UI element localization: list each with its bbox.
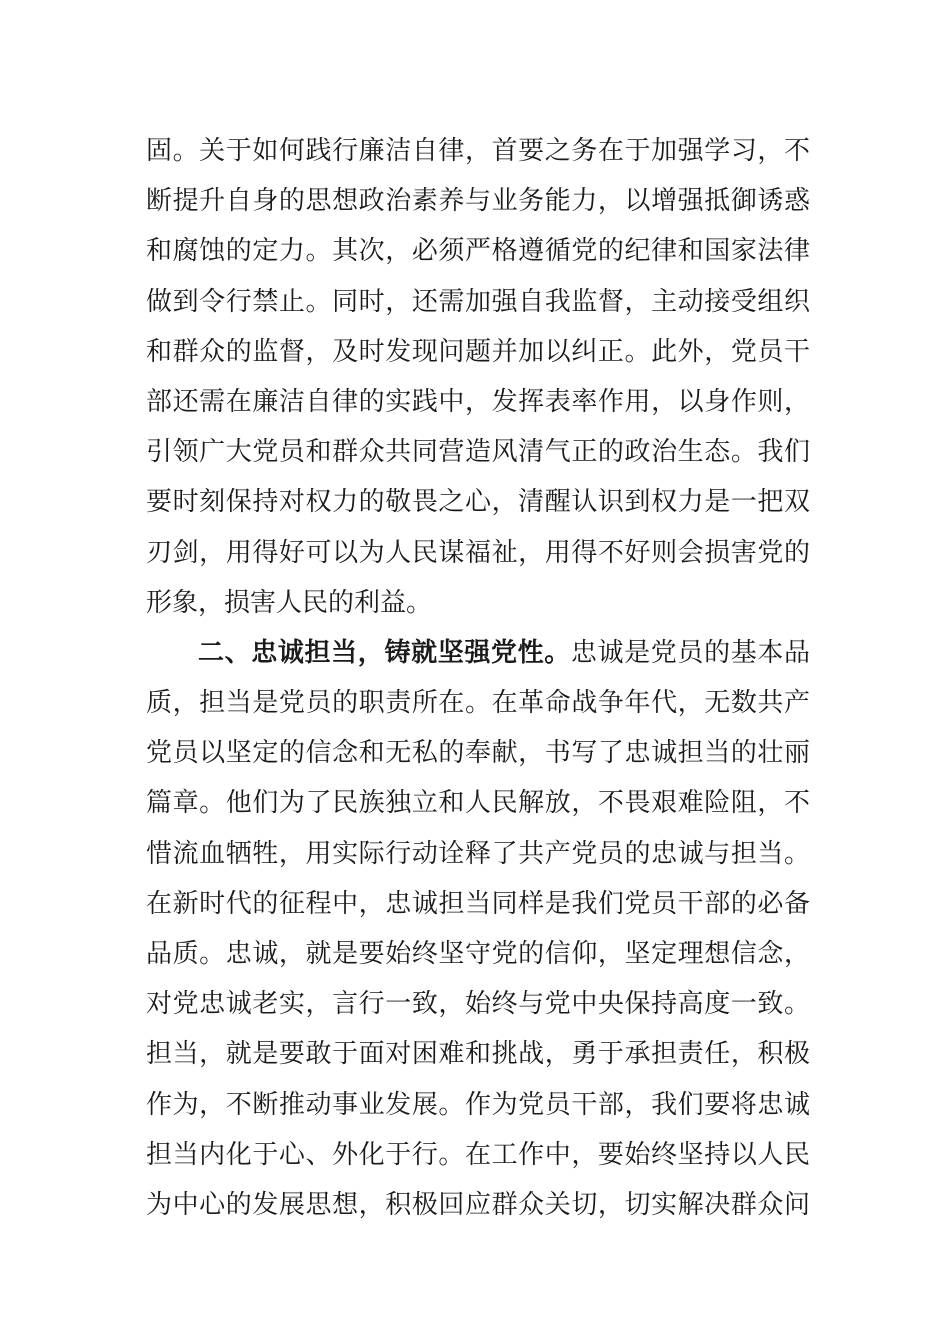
text-line: 形象，损害人民的利益。	[146, 587, 433, 618]
text-line: 担当内化于心、外化于行。在工作中，要始终坚持以人民	[146, 1139, 810, 1170]
text-line: 引领广大党员和群众共同营造风清气正的政治生态。我们	[146, 437, 810, 468]
text-line: 固。关于如何践行廉洁自律，首要之务在于加强学习，不	[146, 136, 810, 166]
text-line: 作为，不断推动事业发展。作为党员干部，我们要将忠诚	[146, 1089, 810, 1120]
text-line: 和腐蚀的定力。其次，必须严格遵循党的纪律和国家法律	[146, 236, 810, 267]
text-line: 做到令行禁止。同时，还需加强自我监督，主动接受组织	[146, 286, 810, 317]
text-line: 对党忠诚老实，言行一致，始终与党中央保持高度一致。	[146, 989, 810, 1020]
text-line: 品质。忠诚，就是要始终坚守党的信仰，坚定理想信念，	[146, 939, 810, 969]
text-line: 要时刻保持对权力的敬畏之心，清醒认识到权力是一把双	[146, 487, 810, 518]
text-line: 惜流血牺牲，用实际行动诠释了共产党员的忠诚与担当。	[146, 838, 810, 869]
document-body	[146, 126, 810, 1230]
section-2-first-line	[146, 628, 810, 678]
text-line: 党员以坚定的信念和无私的奉献，书写了忠诚担当的壮丽	[146, 738, 810, 769]
text-line: 担当，就是要敢于面对困难和挑战，勇于承担责任，积极	[146, 1039, 810, 1070]
text-line: 质，担当是党员的职责所在。在革命战争年代，无数共产	[146, 688, 810, 719]
text-line: 为中心的发展思想，积极回应群众关切，切实解决群众问	[146, 1189, 810, 1220]
text-line: 篇章。他们为了民族独立和人民解放，不畏艰难险阻，不	[146, 788, 810, 819]
text-line: 断提升自身的思想政治素养与业务能力，以增强抵御诱惑	[146, 186, 810, 217]
text-line: 刃剑，用得好可以为人民谋福祉，用得不好则会损害党的	[146, 537, 810, 568]
section-2-heading: 二、忠诚担当，铸就坚强党性。	[198, 637, 571, 668]
section-2-first-text: 忠诚是党员的基本品	[570, 637, 810, 668]
text-line: 在新时代的征程中，忠诚担当同样是我们党员干部的必备	[146, 888, 810, 919]
text-line: 和群众的监督，及时发现问题并加以纠正。此外，党员干	[146, 336, 810, 367]
text-line: 部还需在廉洁自律的实践中，发挥表率作用，以身作则，	[146, 386, 810, 417]
